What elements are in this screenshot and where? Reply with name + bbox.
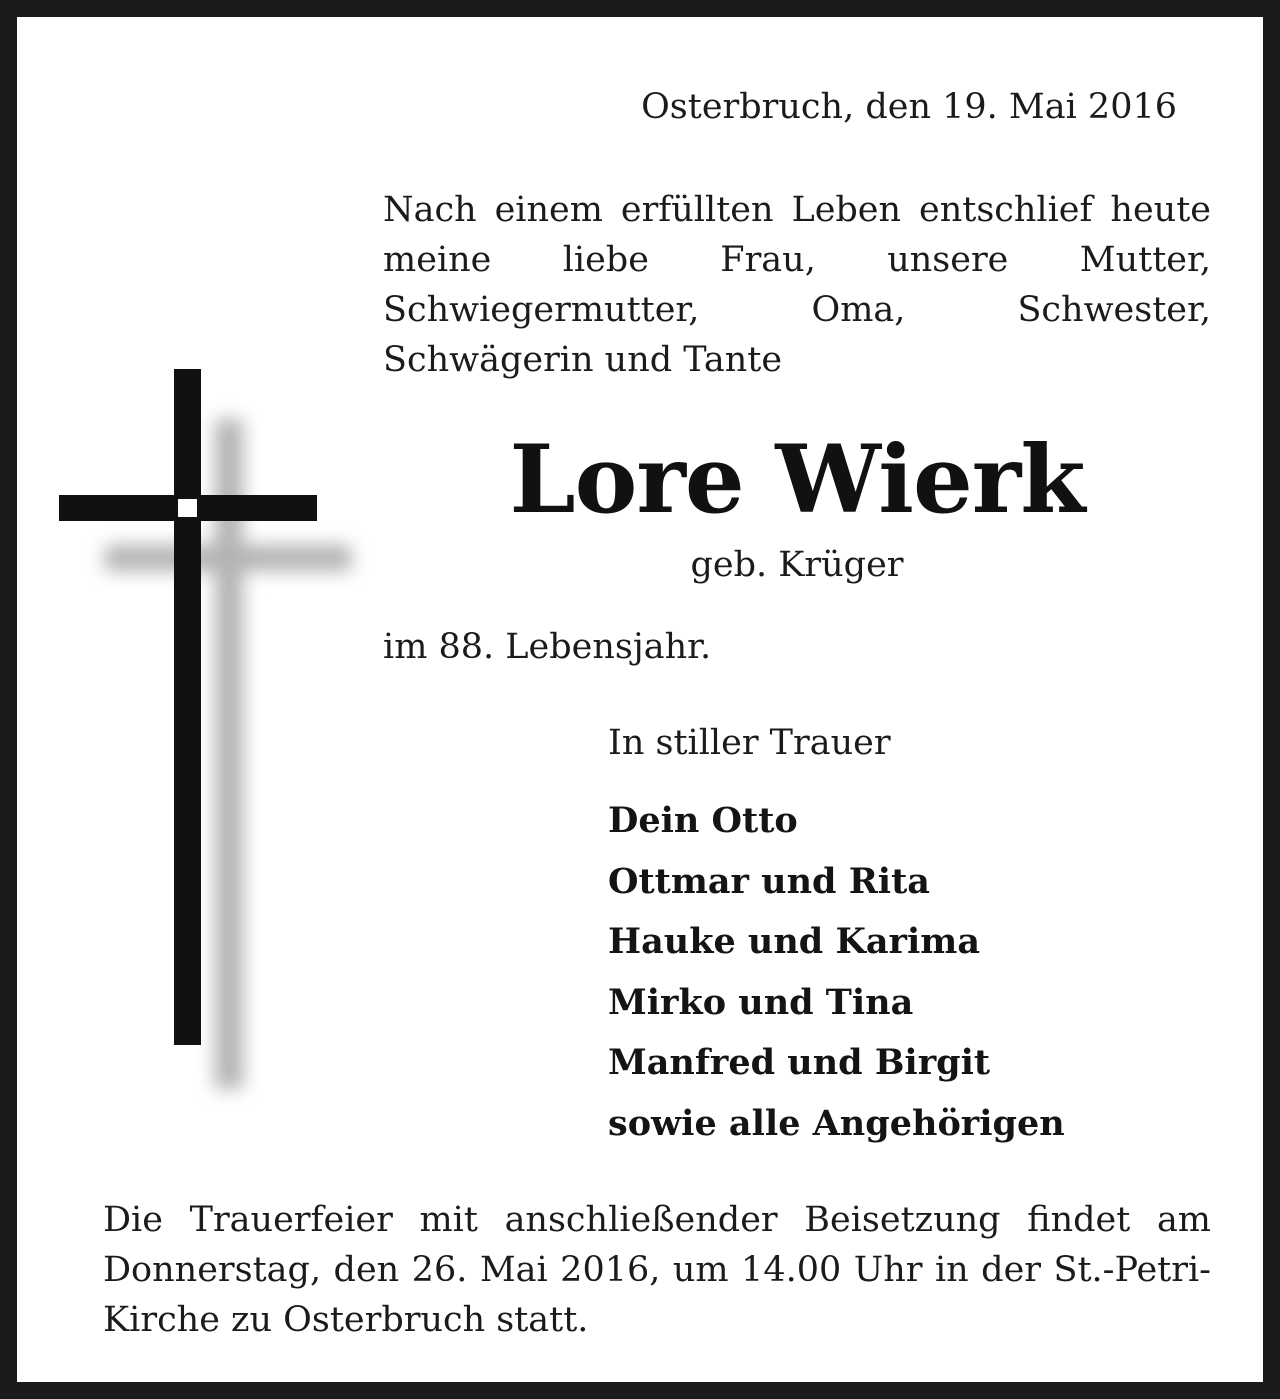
mourner-item: Manfred und Birgit [608, 1042, 991, 1083]
intro-text: Nach einem erfüllten Leben entschlief heute meine liebe Frau, unsere Mutter, Schwiegermutter, Oma, Schwester, Schwägerin und Tante [383, 190, 1211, 380]
deceased-name: Lore Wierk [509, 425, 1085, 535]
mourning-line: In stiller Trauer [608, 723, 891, 763]
funeral-info: Die Trauerfeier mit anschließender Beisetzung findet am Donnerstag, den 26. Mai 2016, um 14.00 Uhr in der St.-Petri-Kirche zu Osterbruch statt. [103, 1200, 1211, 1340]
mourner-item: Hauke und Karima [608, 921, 980, 962]
maiden-name: geb. Krüger [690, 545, 904, 585]
mourner-item: sowie alle Angehörigen [608, 1102, 1065, 1144]
mourner-item: Mirko und Tina [608, 981, 914, 1023]
age-line: im 88. Lebensjahr. [383, 627, 712, 667]
mourner-item: Dein Otto [608, 800, 798, 841]
mourners-list [608, 791, 1065, 1154]
mourner-item: Ottmar und Rita [608, 860, 930, 902]
dateline: Osterbruch, den 19. Mai 2016 [641, 87, 1177, 127]
cross-center [178, 499, 197, 517]
cross-shape [59, 369, 317, 1045]
cross-icon [47, 357, 377, 1107]
